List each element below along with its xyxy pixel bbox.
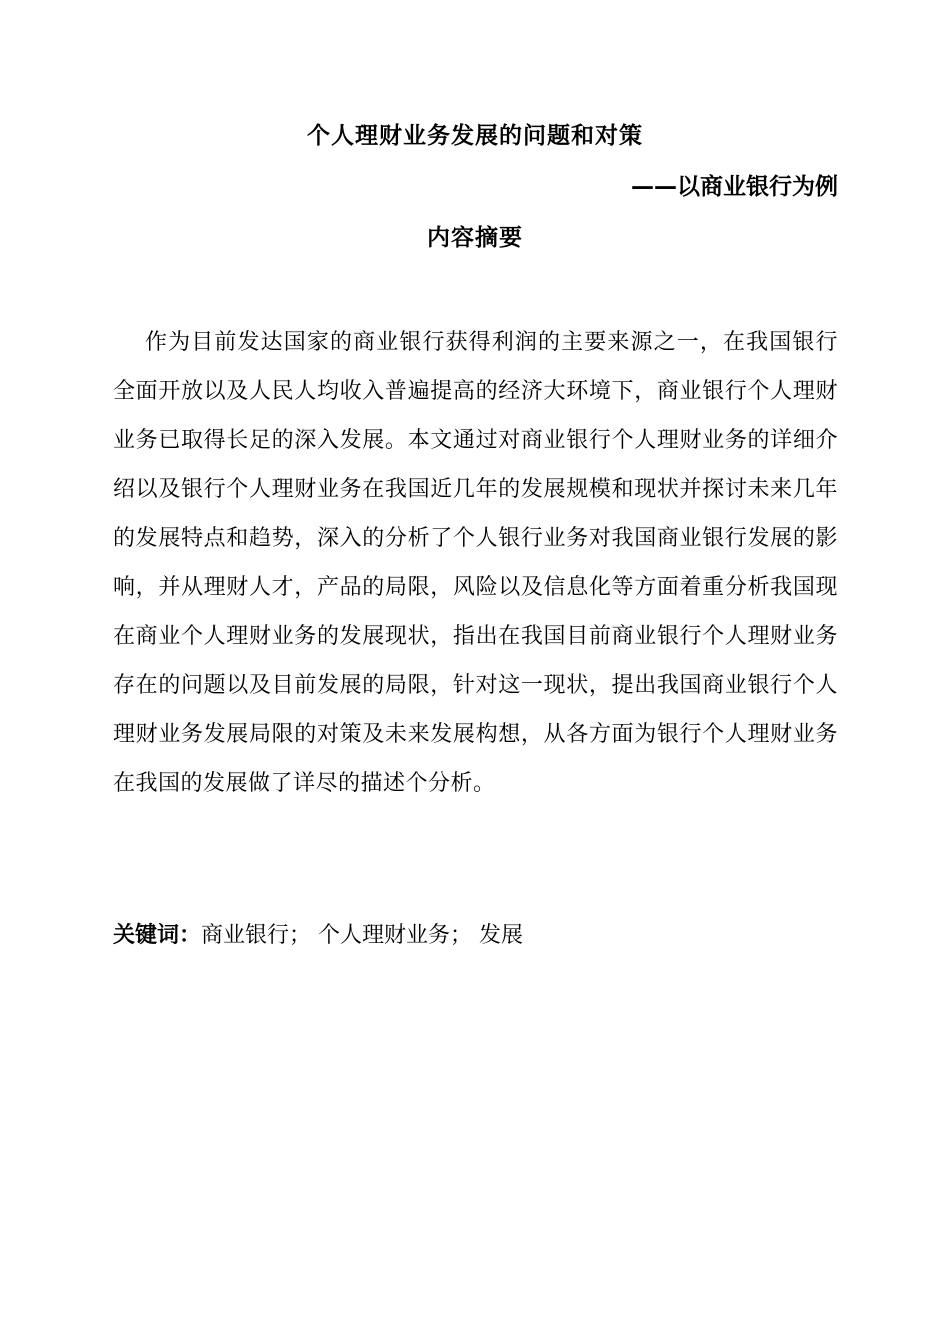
keywords-value: 商业银行； 个人理财业务； 发展	[201, 923, 524, 948]
keywords-label: 关键词：	[113, 923, 202, 948]
abstract-heading: 内容摘要	[427, 225, 523, 251]
document-subtitle: ——以商业银行为例	[631, 174, 838, 200]
keywords-line	[113, 916, 838, 956]
document-title: 个人理财业务发展的问题和对策	[307, 123, 643, 149]
abstract-body: 作为目前发达国家的商业银行获得利润的主要来源之一，在我国银行全面开放以及人民人均收入普遍提高的经济大环境下，商业银行个人理财业务已取得长足的深入发展。本文通过对商业银行个人理财业务的详细介绍以及银行个人理财业务在我国近几年的发展规模和现状并探讨未来几年的发展特点和趋势，深入的分析了个人银行业务对我国商业银行发展的影响，并从理财人才，产品的局限，风险以及信息化等方面着重分析我国现在商业个人理财业务的发展现状，指出在我国目前商业银行个人理财业务存在的问题以及目前发展的局限，针对这一现状，提出我国商业银行个人理财业务发展局限的对策及未来发展构想，从各方面为银行个人理财业务在我国的发展做了详尽的描述个分析。	[113, 330, 838, 796]
